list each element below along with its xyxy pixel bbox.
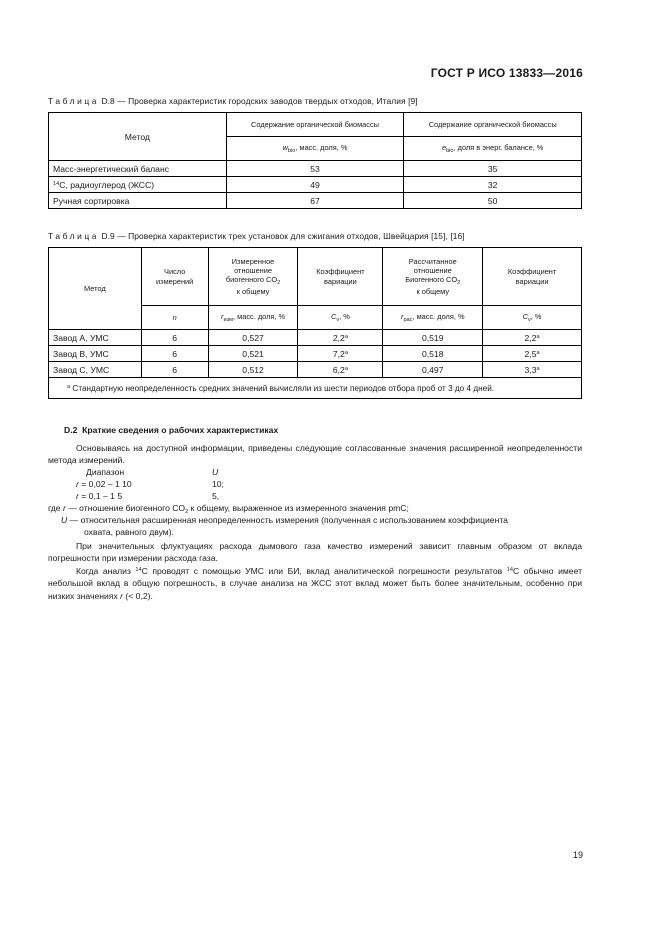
table-d9-row-n: 6 <box>141 330 208 346</box>
table-d9-row-cv-2: 2,5$^a$ <box>483 346 582 362</box>
definition-u: U — относительная расширенная неопределенность измерения (полученная с использованием коэффициента <box>61 515 508 525</box>
table-d9-caption <box>48 231 465 241</box>
table-d9-row-cv-2: 2,2$^a$ <box>483 330 582 346</box>
table-row <box>49 177 582 193</box>
table-d9-caption-word: Таблица <box>48 231 100 241</box>
page-number: 19 <box>572 850 583 860</box>
paragraph-analysis: Когда анализ $^{14}$C проводят с помощью УМС или БИ, вклад аналитической погрешности результатов $^{14}$C обычно имеет небольшой вклад в общую погрешность, в случае анализа на ЖСС этот вклад может быть более значительным, особенно при низких значениях r (< 0,2). <box>48 566 583 601</box>
range-row-2-value: 5, <box>212 491 220 501</box>
definition-r: где r — отношение биогенного $CO_2$ к общему, выраженное из измеренного значения pmC; <box>48 503 409 515</box>
table-d8-unit-2: $e_{bio}$, доля в энерг. балансе, % <box>404 137 582 161</box>
table-d8-row-value-1: 53 <box>226 161 404 177</box>
uncertainty-label: U <box>212 467 219 477</box>
table-d9-row-measured: 0,521 <box>208 346 298 362</box>
table-d9-unit-cv-2: $C_v$, % <box>483 306 582 330</box>
table-d8 <box>48 112 582 209</box>
table-d8-unit-1: $w_{bio}$, масс. доля, % <box>226 137 404 161</box>
table-d8-row-value-2: 50 <box>404 193 582 209</box>
table-d8-row-value-2: 35 <box>404 161 582 177</box>
range-label: Диапазон <box>86 467 125 477</box>
table-d9-row-n: 6 <box>141 362 208 378</box>
table-d8-header-biomass-1: Содержание органической биомассы <box>226 113 404 137</box>
table-d8-caption <box>48 96 418 106</box>
table-d9-unit-cv-1: $C_v$, % <box>298 306 383 330</box>
table-d8-caption-text: D.8 — Проверка характеристик городских заводов твердых отходов, Италия [9] <box>99 96 418 106</box>
paragraph-flow: При значительных флуктуациях расхода дымового газа качество измерений зависит главным образом от вклада погрешности при измерении расхода газа. <box>48 541 582 564</box>
document-standard-header: ГОСТ Р ИСО 13833—2016 <box>430 66 583 80</box>
table-d9-row-measured: 0,527 <box>208 330 298 346</box>
table-d8-row-method: Масс-энергетический баланс <box>49 161 227 177</box>
table-d9-unit-measured: $r_{изм}$, масс. доля, % <box>208 306 298 330</box>
paragraph-intro: Основываясь на доступной информации, приведены следующие согласованные значения расширенной неопределенности метода измерений. <box>48 443 582 466</box>
table-d9-row-method: Завод С, УМС <box>49 362 142 378</box>
table-d9-caption-text: D.9 — Проверка характеристик трех установок для сжигания отходов, Швейцария [15], [16] <box>99 231 465 241</box>
table-row <box>49 330 582 346</box>
table-d9-header-variation-1: Коэффициент вариации <box>298 248 383 306</box>
table-d9-unit-n: n <box>141 306 208 330</box>
table-d9-row-calculated: 0,518 <box>383 346 483 362</box>
table-d9-header-calculated-ratio: Рассчитанное отношение Биогенного $CO_2$ к общему <box>383 248 483 306</box>
table-d8-row-method: $^{14}$C, радиоуглерод (ЖСС) <box>49 177 227 193</box>
table-d8-row-method: Ручная сортировка <box>49 193 227 209</box>
range-row-2: r = 0,1 – 1 5 <box>76 491 123 501</box>
table-d9-header-measured-ratio: Измеренное отношение биогенного $CO_2$ к общему <box>208 248 298 306</box>
definition-u-continuation: охвата, равного двум). <box>84 527 174 537</box>
table-d9-row-method: Завод В, УМС <box>49 346 142 362</box>
table-d9-row-cv-2: 3,3$^a$ <box>483 362 582 378</box>
range-row-1: r = 0,02 – 1 10 <box>76 479 132 489</box>
table-d8-caption-word: Таблица <box>48 96 100 106</box>
table-d9-row-cv-1: 6,2$^a$ <box>298 362 383 378</box>
table-row <box>49 161 582 177</box>
table-d9-row-n: 6 <box>141 346 208 362</box>
range-row-1-value: 10; <box>212 479 224 489</box>
table-d8-header-biomass-2: Содержание органической биомассы <box>404 113 582 137</box>
table-d9-row-cv-1: 7,2$^a$ <box>298 346 383 362</box>
table-d9-unit-calculated: $r_{рас}$, масс. доля, % <box>383 306 483 330</box>
table-d8-row-value-1: 49 <box>226 177 404 193</box>
table-d9-row-calculated: 0,497 <box>383 362 483 378</box>
table-d9-row-method: Завод А, УМС <box>49 330 142 346</box>
table-d9-header-method: Метод <box>49 248 142 330</box>
table-d9-row-cv-1: 2,2$^a$ <box>298 330 383 346</box>
table-d8-header-method: Метод <box>49 113 227 161</box>
table-d8-row-value-2: 32 <box>404 177 582 193</box>
table-d9-row-measured: 0,512 <box>208 362 298 378</box>
section-heading: D.2 Краткие сведения о рабочих характеристиках <box>64 425 279 435</box>
table-row <box>49 362 582 378</box>
table-row <box>49 346 582 362</box>
table-d9-row-calculated: 0,519 <box>383 330 483 346</box>
table-row <box>49 193 582 209</box>
table-d9-header-count: Число измерений <box>141 248 208 306</box>
table-d9-header-variation-2: Коэффициент вариации <box>483 248 582 306</box>
table-d9-footnote: $^a$ Стандартную неопределенность средних значений вычисляли из шести периодов отбора проб от 3 до 4 дней. <box>49 378 582 399</box>
table-d8-row-value-1: 67 <box>226 193 404 209</box>
table-d9 <box>48 247 582 399</box>
